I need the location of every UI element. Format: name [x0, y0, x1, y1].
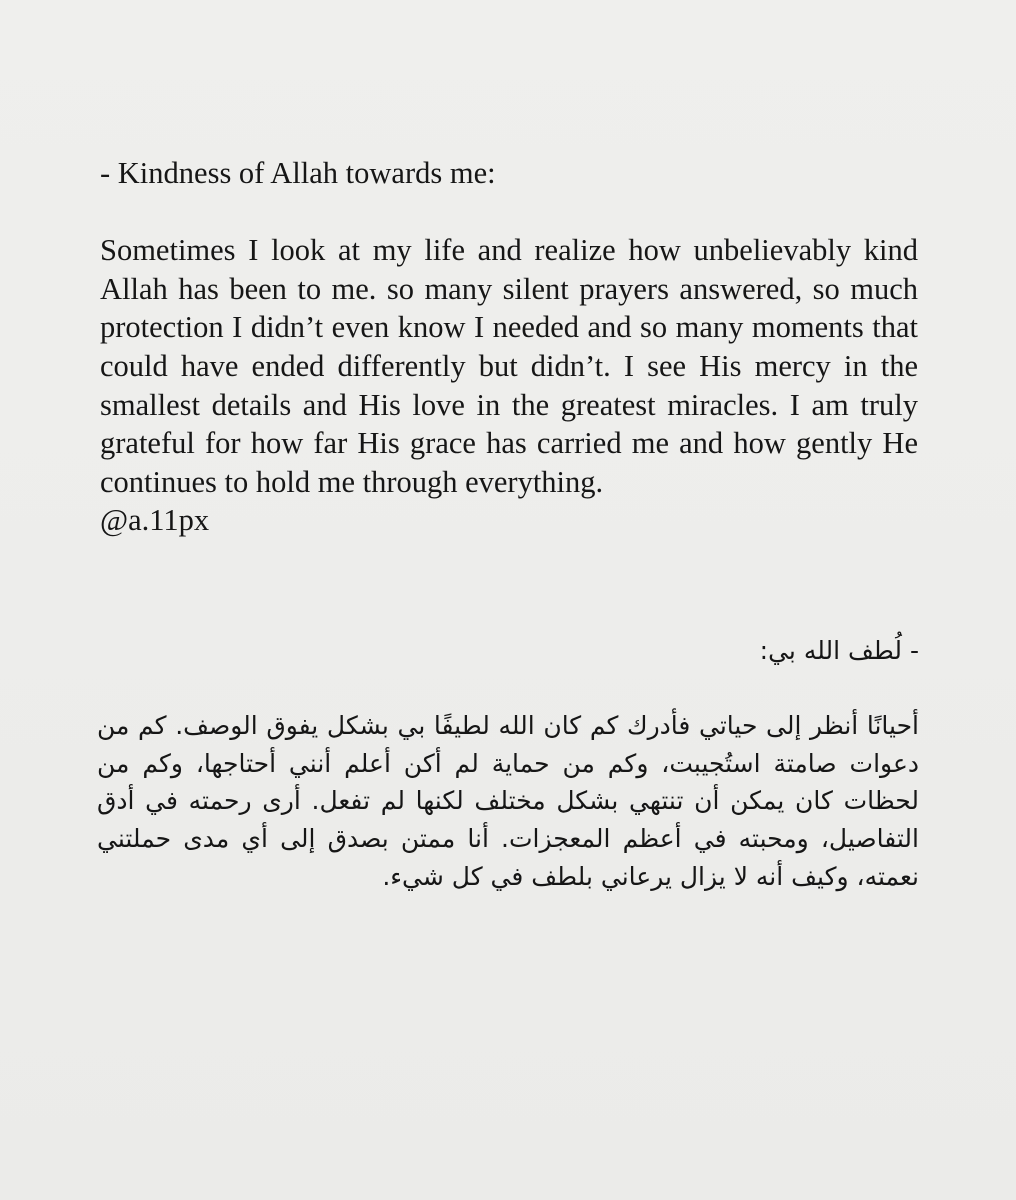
english-body: Sometimes I look at my life and realize how unbelievably kind Allah has been to me. so many silent prayers answered, so much protection I didn’t even know I needed and so many moments that could have ended differently but didn’t. I see His mercy in the smallest details and His love in the greatest miracles. I am truly grateful for how far His grace has carried me and how gently He continues to hold me through everything. — [100, 233, 918, 499]
english-section — [100, 154, 918, 540]
arabic-body: أحيانًا أنظر إلى حياتي فأدرك كم كان الله لطيفًا بي بشكل يفوق الوصف. كم من دعوات صامتة استُجيبت، وكم من حماية لم أكن أعلم أنني أحتاجها، وكم من لحظات كان يمكن أن تنتهي بشكل مختلف لكنها لم تفعل. أرى رحمته في أدق التفاصيل، ومحبته في أعظم المعجزات. أنا ممتن بصدق إلى أي مدى حملتني نعمته، وكيف أنه لا يزال يرعاني بلطف في كل شيء. — [97, 711, 919, 891]
author-handle: @a.11px — [100, 503, 210, 538]
english-title: - Kindness of Allah towards me: — [100, 156, 496, 190]
arabic-section — [97, 632, 919, 895]
arabic-title: - لُطف الله بي: — [759, 636, 919, 665]
